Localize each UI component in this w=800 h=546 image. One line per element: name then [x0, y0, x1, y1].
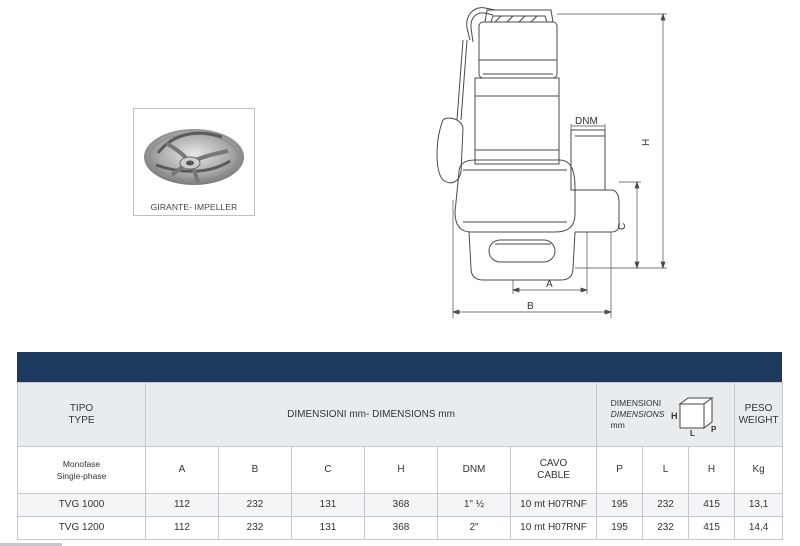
subheader-cable-en: CABLE	[537, 470, 570, 481]
volute	[455, 160, 575, 232]
cell-cable: 10 mt H07RNF	[511, 494, 597, 517]
cell-l: 232	[643, 517, 689, 540]
header-box-dimensions	[597, 383, 735, 447]
subheader-kg: Kg	[735, 447, 783, 494]
box-dimensions-icon	[668, 394, 720, 436]
subheader-l: L	[643, 447, 689, 494]
table-row	[18, 517, 783, 540]
cell-dnm: 1" ½	[438, 494, 511, 517]
cell-model: TVG 1000	[18, 494, 146, 517]
cell-b: 232	[219, 494, 292, 517]
cell-a: 112	[146, 517, 219, 540]
cell-h2: 415	[689, 494, 735, 517]
header-weight	[735, 383, 783, 447]
label-dnm: DNM	[575, 116, 598, 127]
cell-dnm: 2"	[438, 517, 511, 540]
subheader-c: C	[292, 447, 365, 494]
impeller-card	[133, 108, 255, 216]
subheader-h: H	[365, 447, 438, 494]
header-type	[18, 383, 146, 447]
table-row	[18, 494, 783, 517]
header-dimensions: DIMENSIONI mm- DIMENSIONS mm	[146, 383, 597, 447]
cell-l: 232	[643, 494, 689, 517]
cell-h2: 415	[689, 517, 735, 540]
subheader-cable	[511, 447, 597, 494]
subheader-p: P	[597, 447, 643, 494]
pump-base	[469, 232, 575, 280]
cell-p: 195	[597, 494, 643, 517]
header-type-en: TYPE	[68, 414, 95, 426]
header-peso: PESO	[744, 402, 773, 414]
table-header-row	[18, 383, 783, 447]
subheader-b: B	[219, 447, 292, 494]
cell-kg: 13,1	[735, 494, 783, 517]
motor-body	[475, 78, 559, 164]
box-label-l: L	[690, 428, 696, 436]
discharge-elbow	[575, 190, 619, 232]
impeller-caption: GIRANTE- IMPELLER	[150, 202, 238, 212]
cell-b: 232	[219, 517, 292, 540]
header-box-dim-unit: mm	[610, 420, 625, 430]
label-h: H	[641, 138, 652, 146]
discharge-pipe	[571, 130, 605, 190]
subheader-dnm: DNM	[438, 447, 511, 494]
box-label-h: H	[671, 410, 678, 421]
label-b: B	[527, 301, 534, 312]
subheader-cavo: CAVO	[539, 458, 568, 469]
motor-cap	[479, 22, 557, 78]
header-box-dim-it: DIMENSIONI	[610, 398, 662, 408]
subheader-phase-it: Monofase	[62, 459, 101, 469]
cell-model: TVG 1200	[18, 517, 146, 540]
subheader-phase	[18, 447, 146, 494]
cell-kg: 14,4	[735, 517, 783, 540]
cable-inner	[471, 13, 493, 42]
table-header-band	[17, 352, 782, 382]
label-c: C	[617, 222, 628, 230]
subheader-a: A	[146, 447, 219, 494]
header-tipo: TIPO	[69, 402, 94, 414]
subheader-h2: H	[689, 447, 735, 494]
cell-h: 368	[365, 494, 438, 517]
cell-a: 112	[146, 494, 219, 517]
header-box-dim-en: DIMENSIONS	[610, 409, 665, 419]
header-weight-en: WEIGHT	[738, 414, 779, 426]
cell-p: 195	[597, 517, 643, 540]
cell-c: 131	[292, 494, 365, 517]
spec-table	[17, 382, 783, 540]
impeller-icon	[138, 113, 250, 199]
cell-c: 131	[292, 517, 365, 540]
subheader-phase-en: Single-phase	[56, 471, 107, 481]
label-a: A	[546, 279, 553, 290]
base-slot	[489, 240, 555, 262]
box-label-p: P	[711, 424, 717, 434]
table-subheader-row	[18, 447, 783, 494]
cell-h: 368	[365, 517, 438, 540]
cell-cable: 10 mt H07RNF	[511, 517, 597, 540]
pump-drawing	[415, 0, 675, 320]
